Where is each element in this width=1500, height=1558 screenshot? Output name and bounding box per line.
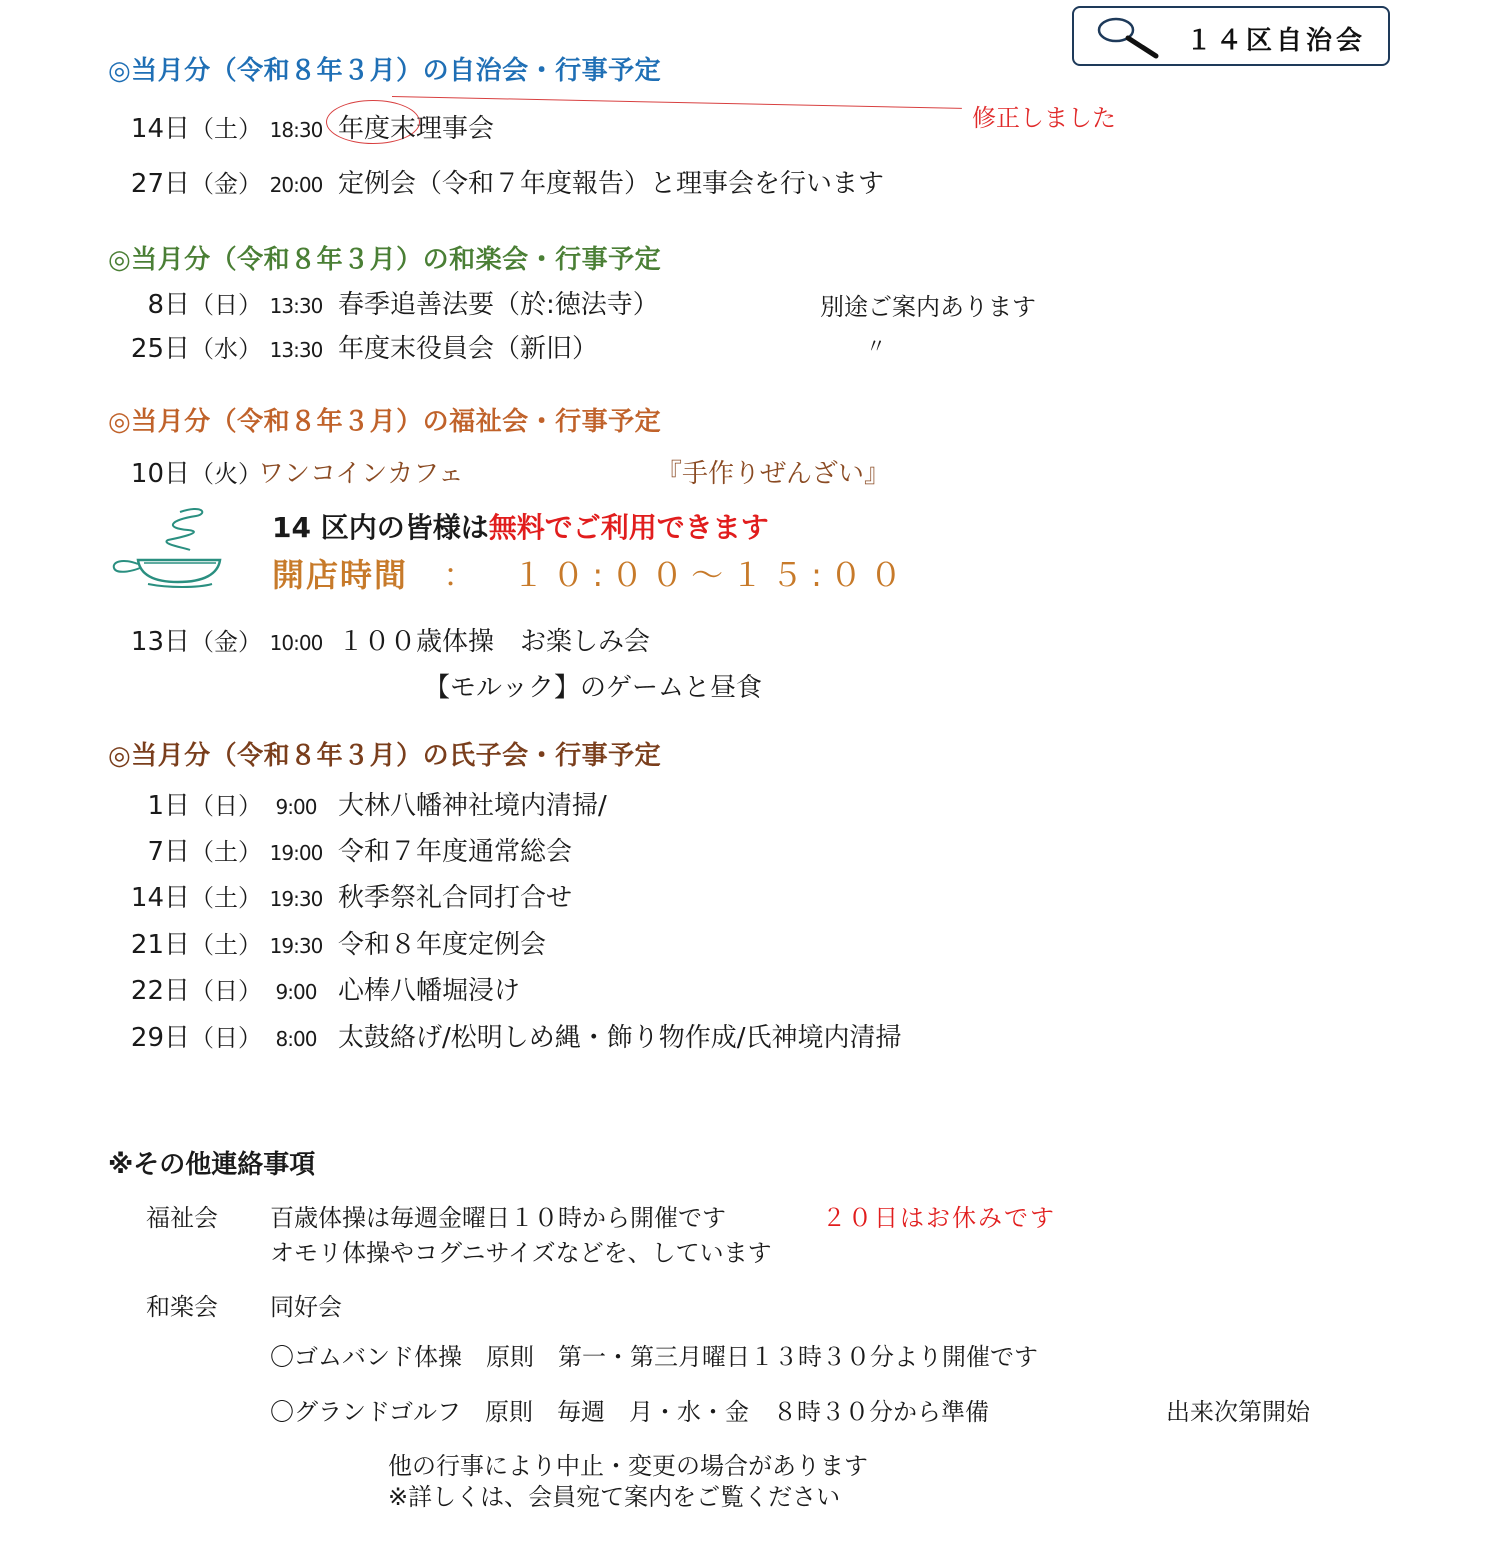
event-title: 春季追善法要（於:徳法寺）: [338, 290, 659, 320]
event-row: [120, 108, 494, 145]
event-day: 14日: [130, 114, 190, 144]
event-day: 13日: [130, 627, 190, 657]
event-weekday: （土）: [190, 838, 262, 866]
event-weekday: （日）: [190, 1024, 262, 1052]
misc-waraku-note1: 他の行事により中止・変更の場合があります: [388, 1452, 868, 1480]
event-row: [120, 621, 650, 658]
event-time: 18:30: [269, 118, 323, 142]
event-time: 13:30: [269, 294, 323, 318]
section-heading-jichikai: ◎当月分（令和８年３月）の自治会・行事予定: [108, 56, 662, 86]
event-day: 29日: [130, 1023, 190, 1053]
event-day: 21日: [130, 930, 190, 960]
event-weekday: （金）: [190, 170, 262, 198]
misc-label-fukushikai: 福祉会: [146, 1204, 218, 1232]
event-title: 心棒八幡堀浸け: [338, 976, 521, 1006]
event-row: [120, 970, 520, 1007]
event-weekday: （金）: [190, 628, 262, 656]
event-title: 令和８年度定例会: [338, 930, 547, 960]
misc-waraku-rubber-band: 〇ゴムバンド体操 原則 第一・第三月曜日１３時３０分より開催です: [270, 1343, 1038, 1371]
event-row: [120, 453, 464, 490]
district-badge: [1072, 6, 1390, 66]
event-time: 10:00: [269, 631, 323, 655]
misc-waraku-note2: ※詳しくは、会員宛て案内をご覧ください: [388, 1483, 841, 1511]
event-time: 19:30: [269, 887, 323, 911]
event-title: 年度末役員会（新旧）: [338, 334, 599, 364]
event-weekday: （日）: [190, 977, 262, 1005]
event-title: 定例会（令和７年度報告）と理事会を行います: [338, 169, 885, 199]
event-time: 19:30: [269, 934, 323, 958]
coffee-cup-icon: [108, 502, 226, 588]
misc-label-warakukai: 和楽会: [146, 1293, 218, 1321]
section-heading-fukushikai: ◎当月分（令和８年３月）の福祉会・行事予定: [108, 407, 662, 437]
event-note: 『手作りぜんざい』: [656, 459, 891, 489]
event-title: 秋季祭礼合同打合せ: [338, 883, 573, 913]
misc-waraku-line1: 同好会: [270, 1293, 342, 1321]
misc-waraku-start-note: 出来次第開始: [1166, 1398, 1310, 1426]
event-weekday: （水）: [190, 335, 262, 363]
event-day: 22日: [130, 976, 190, 1006]
event-row: [120, 1017, 902, 1054]
misc-waraku-ground-golf: 〇グランドゴルフ 原則 毎週 月・水・金 ８時３０分から準備: [270, 1398, 990, 1426]
misc-fukushi-line1: 百歳体操は毎週金曜日１０時から開催です: [270, 1204, 726, 1232]
event-subtitle: 【モルック】のゲームと昼食: [424, 673, 763, 703]
cafe-hours-label: 開店時間: [272, 556, 409, 594]
cafe-free-notice: [272, 506, 769, 546]
cafe-free-emphasis: 無料でご利用できます: [488, 511, 769, 544]
event-title: 大林八幡神社境内清掃/: [338, 791, 607, 821]
event-row: [120, 924, 546, 961]
event-time: 9:00: [275, 980, 317, 1004]
event-weekday: （火）: [190, 460, 262, 488]
event-day: 8日: [147, 290, 190, 320]
event-title: 年度末理事会: [338, 114, 495, 144]
annotation-leader-line: [392, 96, 962, 109]
event-day: 1日: [147, 791, 190, 821]
misc-fukushi-holiday: ２０日はお休みです: [822, 1204, 1056, 1232]
event-row: [120, 831, 572, 868]
event-title: 太鼓絡げ/松明しめ縄・飾り物作成/氏神境内清掃: [338, 1023, 902, 1053]
section-heading-warakukai: ◎当月分（令和８年３月）の和楽会・行事予定: [108, 245, 662, 275]
magnifier-icon: [1094, 14, 1164, 60]
event-time: 13:30: [269, 338, 323, 362]
event-day: 10日: [130, 459, 190, 489]
cafe-notice-text: 14 区内の皆様は: [272, 511, 489, 544]
event-time: 9:00: [275, 795, 317, 819]
event-weekday: （土）: [190, 115, 262, 143]
event-day: 25日: [130, 334, 190, 364]
event-title: １００歳体操 お楽しみ会: [338, 627, 651, 657]
event-weekday: （土）: [190, 931, 262, 959]
event-title: 令和７年度通常総会: [338, 837, 573, 867]
event-day: 7日: [147, 837, 190, 867]
event-weekday: （土）: [190, 884, 262, 912]
section-heading-ujikokai: ◎当月分（令和８年３月）の氏子会・行事予定: [108, 741, 662, 771]
event-time: 19:00: [269, 841, 323, 865]
cafe-hours: [272, 550, 910, 596]
event-row: [120, 328, 598, 365]
district-name: １４区自治会: [1186, 26, 1367, 56]
annotation-corrected: 修正しました: [972, 104, 1116, 132]
event-day: 14日: [130, 883, 190, 913]
event-time: 20:00: [269, 173, 323, 197]
event-row: [120, 163, 884, 200]
misc-fukushi-line2: オモリ体操やコグニサイズなどを、しています: [270, 1239, 772, 1267]
event-note: 別途ご案内あります: [820, 293, 1036, 321]
event-weekday: （日）: [190, 291, 262, 319]
event-row: [120, 284, 659, 321]
event-row: [120, 785, 607, 822]
event-day: 27日: [130, 169, 190, 199]
misc-heading: ※その他連絡事項: [108, 1150, 316, 1180]
cafe-hours-value: １０:００～１５:００: [512, 556, 910, 594]
event-weekday: （日）: [190, 792, 262, 820]
cafe-hours-separator: ：: [443, 556, 478, 594]
event-title: ワンコインカフェ: [258, 459, 464, 489]
ditto-mark: 〃: [866, 334, 886, 358]
event-time: 8:00: [275, 1027, 317, 1051]
event-row: [120, 877, 572, 914]
